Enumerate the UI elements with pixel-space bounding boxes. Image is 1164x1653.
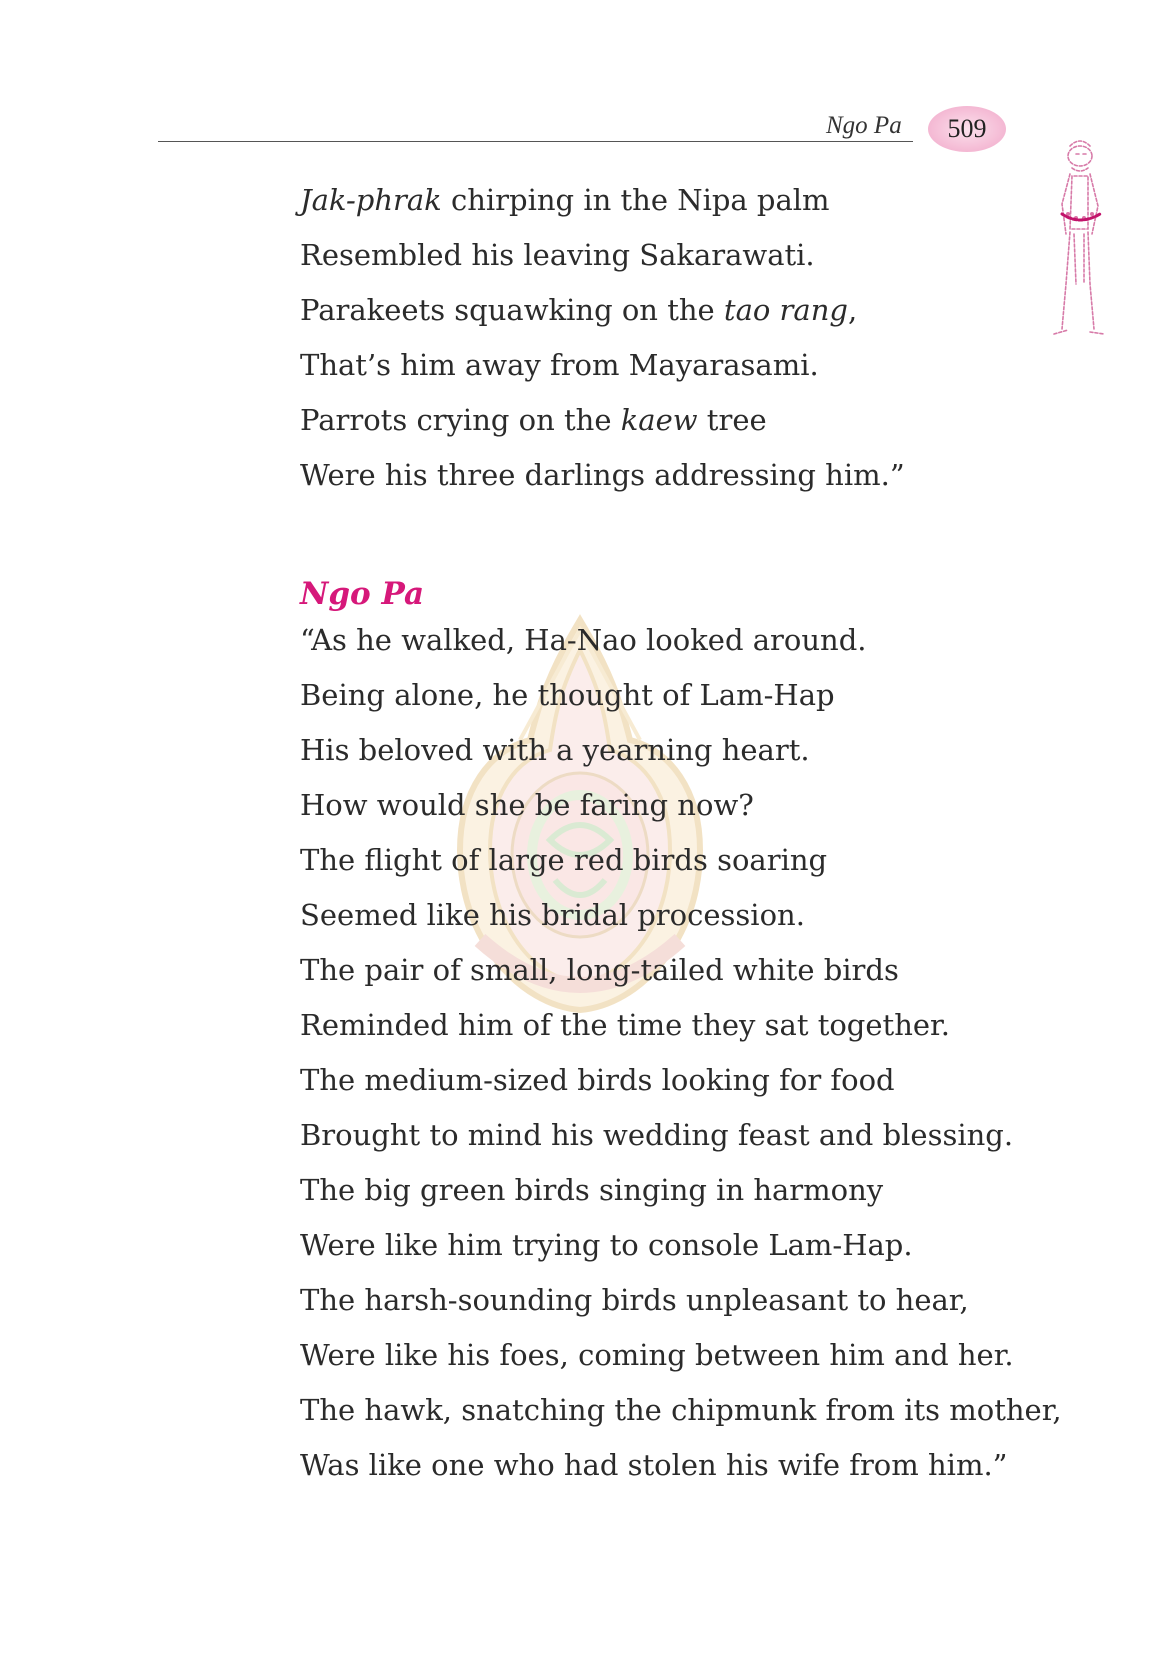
line-text: chirping in the Nipa palm [441,183,830,217]
italic-term: kaew [620,403,698,437]
poem-line: The harsh-sounding birds unpleasant to hear, [300,1283,969,1317]
italic-term: Jak-phrak [300,183,442,217]
poem-line: Reminded him of the time they sat together. [300,1008,950,1042]
poem-line: That’s him away from Mayarasami. [300,348,819,382]
poem-line: Being alone, he thought of Lam-Hap [300,678,835,712]
poem-line: Brought to mind his wedding feast and blessing. [300,1118,1014,1152]
poem-line: “As he walked, Ha-Nao looked around. [300,623,867,657]
poem-line: Resembled his leaving Sakarawati. [300,238,815,272]
poem-line: The pair of small, long-tailed white birds [300,953,899,987]
poem-line [300,182,830,218]
poem-line [300,292,857,328]
page-number: 509 [947,114,987,143]
line-text: tree [697,403,767,437]
header-rule [158,141,913,142]
poem-line: The flight of large red birds soaring [300,843,828,877]
poem-line [300,402,767,438]
poem-line: Were like his foes, coming between him and her. [300,1338,1014,1372]
poem-line: Were his three darlings addressing him.” [300,458,905,492]
poem-line: The medium-sized birds looking for food [300,1063,895,1097]
poem-line: Were like him trying to console Lam-Hap. [300,1228,913,1262]
poem-line: His beloved with a yearning heart. [300,733,810,767]
poem-line: How would she be faring now? [300,788,754,822]
dancer-sketch-icon [1040,134,1116,344]
poem-line: Seemed like his bridal procession. [300,898,805,932]
line-text: , [847,293,858,327]
poem-line: The hawk, snatching the chipmunk from its mother, [300,1393,1062,1427]
running-title: Ngo Pa [826,112,902,139]
poem-line: Was like one who had stolen his wife from him.” [300,1448,1008,1482]
poem-line: The big green birds singing in harmony [300,1173,884,1207]
line-text: Parrots crying on the [300,403,621,437]
section-heading: Ngo Pa [300,576,425,612]
line-text: Parakeets squawking on the [300,293,724,327]
italic-term: tao rang [723,293,848,327]
